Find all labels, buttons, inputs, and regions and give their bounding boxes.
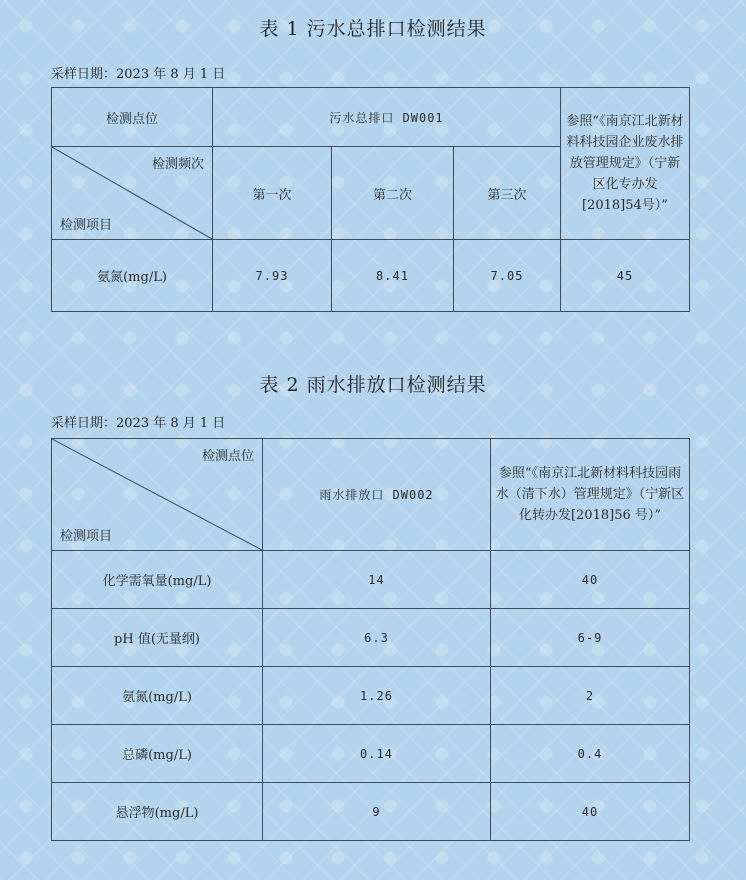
table2-sampling-date: 采样日期：2023 年 8 月 1 日 [51, 416, 226, 431]
limit-value: 0.4 [491, 725, 690, 783]
table-row [52, 783, 690, 841]
item-name: pH 值(无量纲) [52, 609, 263, 667]
value-3: 7.05 [454, 240, 561, 312]
measured-value: 9 [263, 783, 491, 841]
reference-standard: 参照“《南京江北新材料科技园雨水（清下水）管理规定》（宁新区化转办发[2018]56 号）” [491, 439, 690, 551]
diagonal-header-cell [52, 147, 213, 240]
limit-value: 40 [491, 551, 690, 609]
table1-title: 表 1 污水总排口检测结果 [259, 18, 487, 40]
item-name: 化学需氧量(mg/L) [52, 551, 263, 609]
diag-label-item: 检测项目 [60, 529, 113, 544]
table1 [51, 87, 690, 312]
value-1: 7.93 [213, 240, 332, 312]
table1-sampling-date: 采样日期：2023 年 8 月 1 日 [51, 67, 226, 82]
item-name: 氨氮(mg/L) [52, 667, 263, 725]
limit-value: 40 [491, 783, 690, 841]
time-header-2: 第二次 [332, 147, 454, 240]
item-name: 氨氮(mg/L) [52, 240, 213, 312]
item-name: 总磷(mg/L) [52, 725, 263, 783]
diagonal-header-cell [52, 439, 263, 551]
measured-value: 6.3 [263, 609, 491, 667]
table-row [52, 551, 690, 609]
table-row [52, 725, 690, 783]
limit-value: 6-9 [491, 609, 690, 667]
time-header-1: 第一次 [213, 147, 332, 240]
time-header-3: 第三次 [454, 147, 561, 240]
measured-value: 0.14 [263, 725, 491, 783]
table2-title: 表 2 雨水排放口检测结果 [259, 374, 487, 396]
value-2: 8.41 [332, 240, 454, 312]
point-name: 污水总排口 DW001 [213, 88, 561, 147]
diag-label-frequency: 检测频次 [151, 157, 204, 172]
diag-label-point: 检测点位 [201, 449, 254, 464]
diag-label-item: 检测项目 [60, 218, 113, 233]
measured-value: 14 [263, 551, 491, 609]
item-name: 悬浮物(mg/L) [52, 783, 263, 841]
limit-value: 45 [561, 240, 690, 312]
point-name: 雨水排放口 DW002 [263, 439, 491, 551]
limit-value: 2 [491, 667, 690, 725]
table-row [52, 667, 690, 725]
measured-value: 1.26 [263, 667, 491, 725]
table-row [52, 609, 690, 667]
header-detection-point: 检测点位 [52, 88, 213, 147]
reference-standard: 参照“《南京江北新材料科技园企业废水排放管理规定》（宁新区化专办发[2018]54号）” [561, 88, 690, 240]
table2 [51, 438, 690, 841]
